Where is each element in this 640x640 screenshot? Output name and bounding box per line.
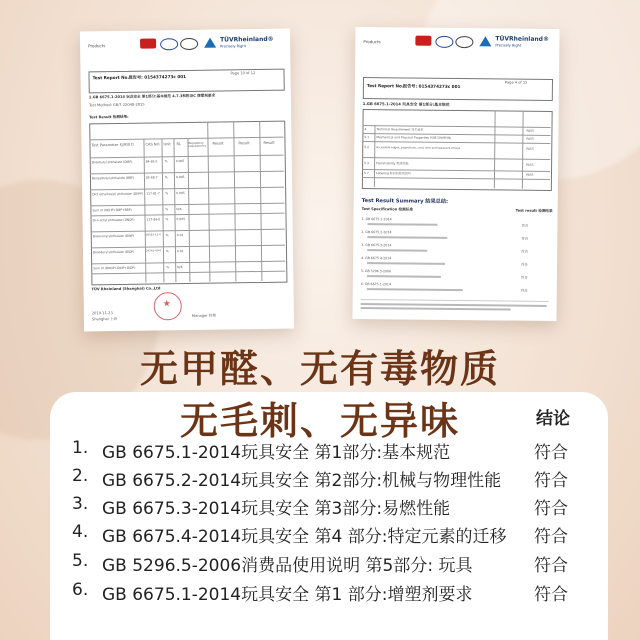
item-text: GB 6675.3-2014玩具安全 第3部分:易燃性能 bbox=[102, 499, 451, 519]
item-result: 符合 bbox=[534, 585, 568, 605]
page-no: Page 10 of 12 bbox=[230, 71, 256, 76]
tuv-logo-icon bbox=[479, 36, 491, 46]
table-row: Di-n-octyl phthalate (DNOP) bbox=[92, 217, 135, 223]
item-result: 符合 bbox=[534, 556, 568, 576]
page-no: Page 4 of 12 bbox=[504, 80, 528, 85]
list-item bbox=[72, 494, 592, 522]
test-method: GB/T 22048-2015 bbox=[112, 102, 145, 108]
tuv-name: TÜVRheinland® bbox=[220, 35, 274, 44]
cnas-logo-icon bbox=[160, 38, 178, 50]
item-result: 符合 bbox=[534, 527, 568, 547]
section-title: 1.GB 6675.1-2014 玩具安全 第1部分:基本规范 bbox=[362, 101, 450, 107]
section-title: 1.GB 6675.1-2014 玩具安全 第1部分:基本规范 4.7.3和附录C 增塑剂要求 bbox=[88, 93, 216, 100]
col-header-result2: Result bbox=[238, 141, 250, 146]
list-item bbox=[72, 438, 592, 466]
item-result: 符合 bbox=[534, 471, 568, 491]
item-number: 1. bbox=[72, 438, 89, 458]
item-number: 4. bbox=[72, 522, 89, 542]
item-text: GB 6675.1-2014玩具安全 第1 部分:增塑剂要求 bbox=[102, 585, 473, 605]
report-label: Test Report No. bbox=[366, 83, 404, 89]
item-result: 符合 bbox=[534, 499, 568, 519]
table-row: Di(2-ethylhexyl) phthalate (DEHP) bbox=[92, 191, 144, 197]
item-text: GB 5296.5-2006消费品使用说明 第5部分: 玩具 bbox=[102, 556, 473, 576]
col-header-req: Regulatory requirement bbox=[188, 140, 206, 149]
list-item bbox=[72, 551, 592, 579]
item-text: GB 6675.2-2014玩具安全 第2部分:机械与物理性能 bbox=[102, 471, 502, 491]
table-row: 5.7 bbox=[363, 171, 369, 176]
ma-logo-icon bbox=[140, 38, 156, 48]
left-test-report: Products TÜVRheinland® Precisely Right Test Report No. 报告号: 0154374273c 001 Page 10 of 12 1.GB 6675.1-2014 玩具安全 第1部分:基本规范 4.7.3和附录C 增塑剂要求 Test Method: GB/T 22048-2015 Test Result 检测结果: Test Parameter 检测项目 CAS NO. Unit RL Regulatory requirement Result Result Result Diisobutyl phthalate (DIBP) 84-69-5 % 0.005 Benzylbutyl phthalate (BBP) 85-68-7 % 0.005 Di(2-ethylhexyl) phthalate (DEHP) 117-81-7 % 0.005 Sum of (DEHP+DBP+BBP) % N/A Di-n-octyl phthalate (DNOP) 117-84-0 % 0.005 Diisononyl phthalate (DINP) 28553-12-0 % 0.01 Diisodecyl phthalate (DIDP) 26761-40-0 % 0.01 Sum of (DNOP+DINP+DIDP) % N/A TÜV Rheinland (Shanghai) Co.,Ltd ★ 2019-11-23 Shanghai 上海 Manager 经理 bbox=[80, 29, 294, 332]
col-header-result1: Result bbox=[212, 141, 224, 146]
report-no: 报告号: 0154374273c 001 bbox=[128, 74, 187, 80]
manager-title: Manager 经理 bbox=[191, 313, 217, 318]
col-header-unit: Unit bbox=[163, 142, 171, 147]
table-row: Benzylbutyl phthalate (BBP) bbox=[91, 175, 135, 181]
headline-line-2: 无毛刺、无异味 bbox=[179, 399, 460, 443]
summary-title: Test Result Summary 结果总结: bbox=[361, 198, 449, 205]
item-text: GB 6675.4-2014玩具安全 第4 部分:特定元素的迁移 bbox=[102, 527, 507, 547]
item-number: 2. bbox=[72, 466, 89, 486]
summary-item: 5. GB 5296.5-2006 bbox=[360, 269, 392, 274]
report-no-box bbox=[88, 69, 284, 94]
summary-item: 6. GB 6675.1-2014 bbox=[360, 282, 392, 287]
tuv-name: TÜVRheinland® bbox=[495, 35, 550, 43]
summary-item: 3. GB 6675.3-2014 bbox=[361, 243, 392, 248]
list-item bbox=[72, 580, 592, 608]
col-header-rl: RL bbox=[176, 142, 182, 147]
col-header-param: Test Parameter 检测项目 bbox=[91, 142, 134, 148]
table-row: Sum of (DNOP+DINP+DIDP) bbox=[93, 265, 136, 271]
item-result: 符合 bbox=[534, 443, 568, 463]
summary-item: 2. GB 6675.2-2014 bbox=[361, 230, 392, 235]
item-number: 5. bbox=[72, 551, 89, 571]
table-row: Diisononyl phthalate (DINP) bbox=[92, 233, 135, 239]
result-label: Test Result 检测结果: bbox=[89, 114, 129, 120]
spec-label: Test Specification 检测标准 bbox=[361, 207, 413, 212]
col-header-result3: Result bbox=[263, 140, 275, 145]
report-no: 报告号: 0154374273c 001 bbox=[402, 83, 461, 90]
conclusion-header: 结论 bbox=[536, 409, 570, 429]
ma-logo-icon bbox=[415, 36, 431, 46]
result-label: Test result 检测结果 bbox=[515, 208, 553, 214]
right-test-report: Products TÜVRheinland® Precisely Right Test Report No. 报告号: 0154374273c 001 Page 4 of 12 1.GB 6675.1-2014 玩具安全 第1部分:基本规范 4 Technical Requirement 技术要求 PASS 5.1 Mechanical and Physical Properties 机械与物理性能 PASS 5.2 Accessible edges, projections, cord, wire and fasteners of toys PASS 5.3 Flammability 燃烧性能 PASS 5.7 Labeling 标识和使用说明 PASS Test Result Summary 结果总结: Test Specification 检测标准 Test result 检测结果 1. GB 6675.1-2014 符合 2. GB 6675.2-2014 符合 3. GB 6675.3-2014 符合 4. GB 6675.4-2014 符合 5. GB 5296.5-2006 符合 6. GB 6675.1-2014 符合 bbox=[352, 27, 559, 321]
tuv-logo-icon bbox=[204, 38, 216, 48]
summary-item: 4. GB 6675.4-2014 bbox=[361, 256, 392, 261]
table-row: 4 bbox=[364, 127, 367, 132]
sign-date: 2019-11-23 bbox=[91, 311, 113, 316]
headline-line-1: 无甲醛、无有毒物质 bbox=[139, 347, 500, 391]
table-row: Diisobutyl phthalate (DIBP) bbox=[91, 159, 133, 165]
ilac-logo-icon bbox=[180, 38, 198, 50]
doc-brand: Products bbox=[363, 39, 381, 45]
test-method-label: Test Method: bbox=[88, 103, 112, 108]
list-item bbox=[72, 466, 592, 494]
tuv-tagline: Precisely Right bbox=[495, 43, 522, 48]
item-number: 6. bbox=[72, 580, 89, 600]
table-row: 5.2 bbox=[364, 145, 370, 150]
report-label: Test Report No. bbox=[92, 74, 130, 81]
col-header-cas: CAS NO. bbox=[145, 142, 161, 147]
list-item bbox=[72, 522, 592, 550]
table-row: Sum of (DEHP+DBP+BBP) bbox=[92, 207, 132, 213]
table-row: Diisodecyl phthalate (DIDP) bbox=[92, 249, 135, 255]
item-text: GB 6675.1-2014玩具安全 第1部分:基本规范 bbox=[102, 443, 451, 463]
sign-place: Shanghai 上海 bbox=[91, 316, 118, 322]
item-number: 3. bbox=[72, 494, 89, 514]
ilac-logo-icon bbox=[455, 36, 473, 48]
tuv-tagline: Precisely Right bbox=[220, 44, 246, 49]
doc-brand: Products bbox=[88, 43, 106, 49]
stamp-star-icon: ★ bbox=[162, 299, 171, 310]
table-row: 5.3 bbox=[364, 161, 369, 166]
summary-item: 1. GB 6675.1-2014 bbox=[361, 217, 392, 222]
company-name: TÜV Rheinland (Shanghai) Co.,Ltd bbox=[91, 286, 161, 292]
cnas-logo-icon bbox=[435, 36, 453, 48]
table-row: 5.1 bbox=[364, 135, 370, 140]
